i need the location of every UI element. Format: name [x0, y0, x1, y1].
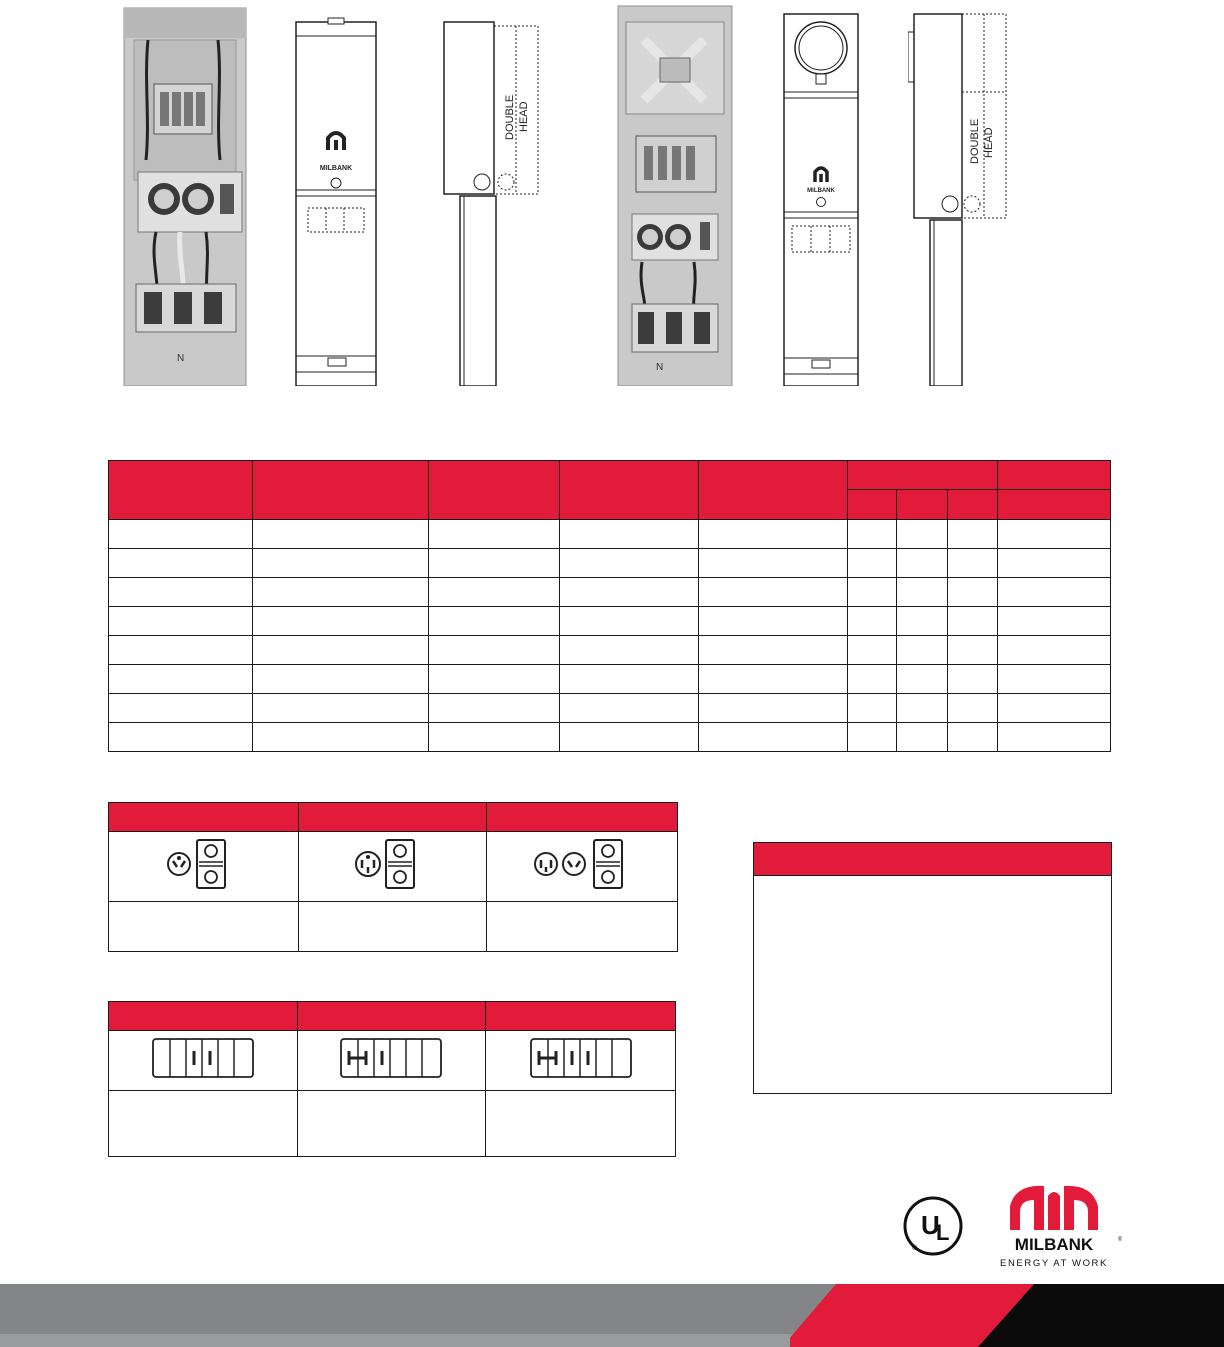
pedestal-front-view-2	[782, 0, 860, 386]
receptacle-options-table	[108, 802, 678, 952]
receptacle-30a-gfci-icon	[163, 837, 243, 891]
receptacle-desc-cell	[298, 902, 487, 952]
brand-trademark: ®	[1118, 1237, 1122, 1243]
double-head-label-line1-2: DOUBLE	[969, 118, 981, 164]
breaker-layout-icon-2	[339, 1037, 443, 1079]
svg-text:L: L	[936, 1220, 950, 1245]
breaker-option-3	[486, 1031, 676, 1091]
breaker-layout-icon	[151, 1037, 255, 1079]
table-row	[109, 520, 1111, 549]
pedestal-side-view-2	[908, 0, 1014, 386]
milbank-brand-logo	[986, 1178, 1122, 1270]
panel-logo-text: MILBANK	[319, 165, 353, 172]
breaker-header-cell	[297, 1002, 486, 1031]
receptacle-header-cell	[298, 803, 487, 832]
spec-header-cell	[698, 461, 847, 520]
neutral-tag: N	[177, 353, 185, 364]
table-row	[109, 636, 1111, 665]
breaker-options-table	[108, 1001, 676, 1157]
breaker-layout-icon-3	[529, 1037, 633, 1079]
spec-subheader-cell	[896, 490, 947, 520]
receptacle-desc-cell	[109, 902, 299, 952]
receptacle-option-2	[298, 832, 487, 902]
breaker-option-2	[297, 1031, 486, 1091]
receptacle-option-3	[487, 832, 678, 902]
table-row	[109, 665, 1111, 694]
double-head-label-line1: DOUBLE	[504, 94, 516, 140]
spec-table	[108, 460, 1111, 752]
receptacle-desc-cell	[487, 902, 678, 952]
table-row	[109, 578, 1111, 607]
breaker-desc-cell	[109, 1091, 298, 1157]
spec-header-cell	[560, 461, 698, 520]
breaker-header-cell	[109, 1002, 298, 1031]
table-row	[109, 607, 1111, 636]
double-head-label-line2: HEAD	[518, 101, 530, 132]
brand-name: MILBANK	[1014, 1235, 1094, 1254]
spec-subheader-cell	[997, 490, 1110, 520]
breaker-desc-cell	[297, 1091, 486, 1157]
features-box	[753, 842, 1112, 1094]
pedestal-open-photo-1	[120, 0, 250, 386]
spec-subheader-cell	[947, 490, 997, 520]
spec-subheader-cell	[847, 490, 896, 520]
spec-header-cell	[109, 461, 253, 520]
ul-listed-icon	[900, 1196, 966, 1256]
breaker-option-1	[109, 1031, 298, 1091]
table-row	[109, 694, 1111, 723]
milbank-emblem-icon	[1010, 1186, 1098, 1230]
neutral-tag-2: N	[656, 362, 664, 373]
breaker-header-cell	[486, 1002, 676, 1031]
receptacle-50a-gfci-icon	[352, 837, 432, 891]
breaker-desc-cell	[486, 1091, 676, 1157]
pedestal-front-view-1	[294, 0, 378, 386]
spec-header-cell	[429, 461, 560, 520]
spec-header-cell	[997, 461, 1110, 490]
footer-stripes	[0, 1284, 1224, 1347]
receptacle-option-1	[109, 832, 299, 902]
double-head-label-line2-2: HEAD	[983, 127, 995, 158]
receptacle-50a-30a-gfci-icon	[532, 837, 632, 891]
spec-header-group-cell	[847, 461, 997, 490]
ul-mark-text-u: U	[921, 1210, 940, 1240]
table-row	[109, 723, 1111, 752]
ul-reg-mark: ®	[912, 1245, 918, 1252]
pedestal-side-view-1	[440, 0, 550, 386]
spec-header-cell	[253, 461, 429, 520]
brand-tagline: ENERGY AT WORK	[1000, 1258, 1108, 1269]
table-row	[109, 549, 1111, 578]
receptacle-header-cell	[109, 803, 299, 832]
features-header-bar	[754, 843, 1111, 876]
pedestal-open-photo-2	[614, 0, 736, 386]
receptacle-header-cell	[487, 803, 678, 832]
panel-logo-text-2: MILBANK	[807, 188, 835, 194]
